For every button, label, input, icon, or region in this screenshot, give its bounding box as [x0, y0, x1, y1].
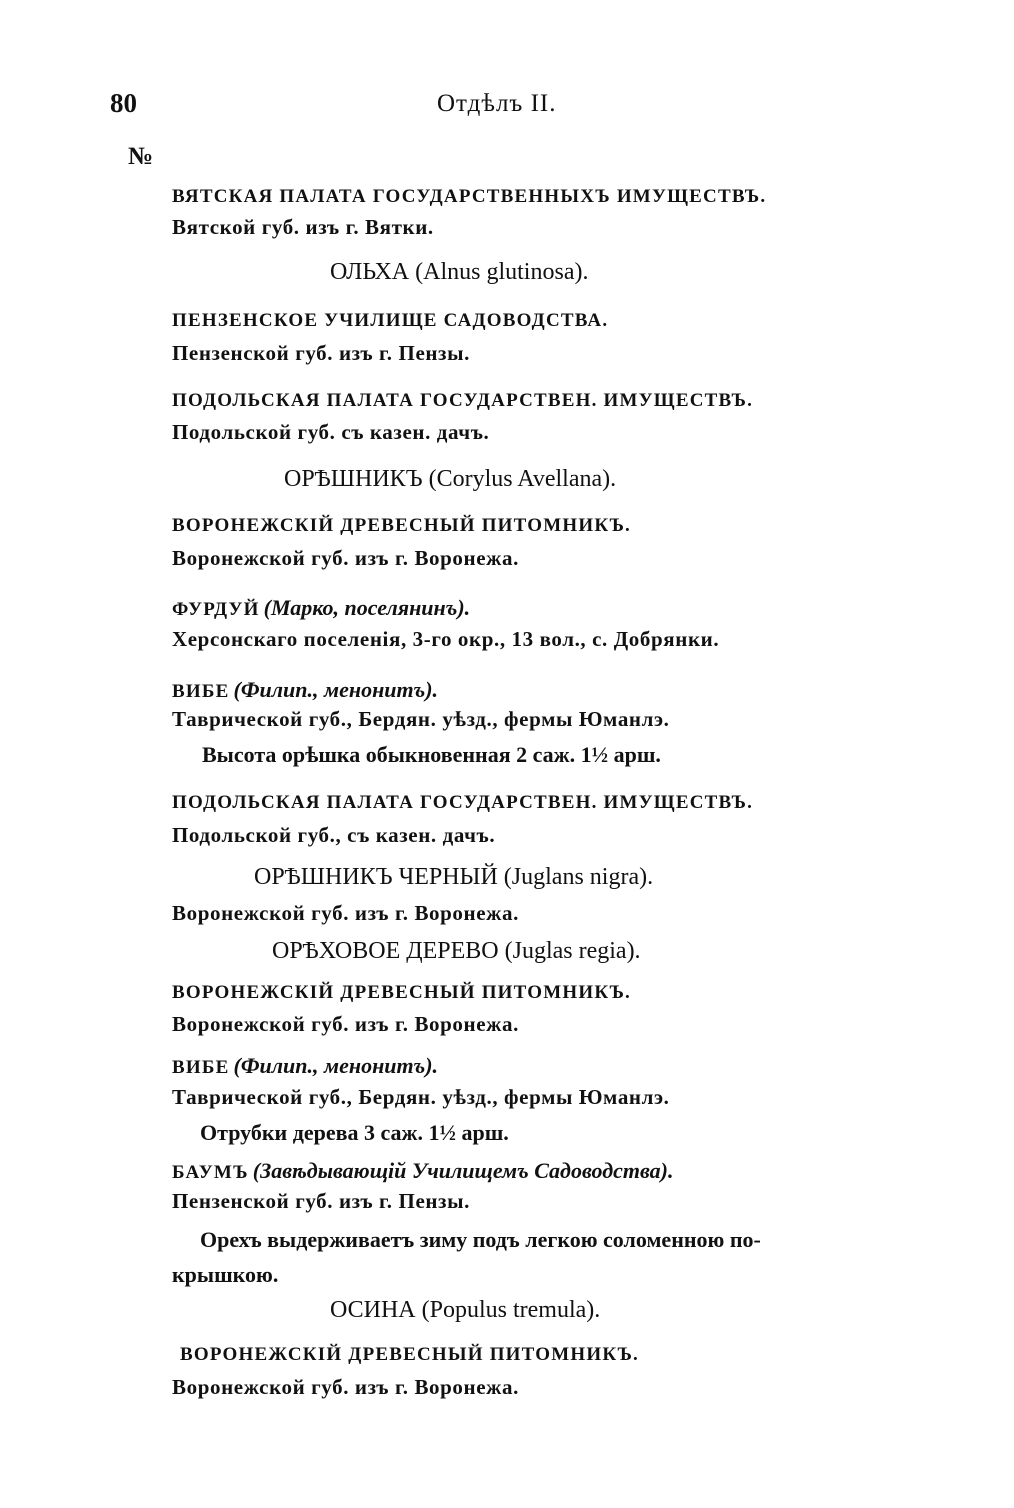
- institution-heading: ПЕНЗЕНСКОЕ УЧИЛИЩЕ САДОВОДСТВА.: [172, 310, 609, 331]
- location-line: Пензенской губ. изъ г. Пензы.: [172, 1189, 470, 1213]
- species-heading: ОРѢШНИКЪ (Corylus Avellana).: [284, 466, 617, 492]
- person-role: (Филип., менонитъ).: [233, 677, 439, 702]
- person-role: (Завѣдывающій Училищемъ Садоводства).: [252, 1158, 674, 1183]
- note-text: крышкою.: [172, 1262, 279, 1287]
- species-heading: ОРѢХОВОЕ ДЕРЕВО (Juglas regia).: [272, 938, 641, 964]
- location-line: Воронежской губ. изъ г. Воронежа.: [172, 1375, 519, 1399]
- page-number: 80: [110, 88, 137, 118]
- person-name: ВИБЕ: [172, 681, 230, 702]
- location-line: Таврической губ., Бердян. уѣзд., фермы Юманлэ.: [172, 707, 670, 731]
- person-name: ВИБЕ: [172, 1057, 230, 1078]
- location-line: Подольской губ., съ казен. дачъ.: [172, 823, 496, 847]
- location-line: Воронежской губ. изъ г. Воронежа.: [172, 901, 519, 925]
- species-heading: ОРѢШНИКЪ ЧЕРНЫЙ (Juglans nigra).: [254, 864, 654, 890]
- institution-heading: ВОРОНЕЖСКІЙ ДРЕВЕСНЫЙ ПИТОМНИКЪ.: [172, 515, 632, 536]
- location-line: Херсонскаго поселенія, 3-го окр., 13 вол., с. Добрянки.: [172, 627, 720, 651]
- person-name: ФУРДУЙ: [172, 599, 260, 620]
- institution-heading: ВОРОНЕЖСКІЙ ДРЕВЕСНЫЙ ПИТОМНИКЪ.: [172, 982, 632, 1003]
- running-head: Отдѣлъ II.: [437, 90, 557, 117]
- note-text: Орехъ выдерживаетъ зиму подъ легкою соломенною по-: [200, 1227, 761, 1252]
- location-line: Вятской губ. изъ г. Вятки.: [172, 215, 434, 239]
- person-entry: [172, 595, 470, 621]
- species-heading: ОСИНА (Populus tremula).: [330, 1297, 601, 1323]
- species-heading: ОЛЬХА (Alnus glutinosa).: [330, 259, 589, 285]
- location-line: Таврической губ., Бердян. уѣзд., фермы Юманлэ.: [172, 1085, 670, 1109]
- person-entry: [172, 1053, 438, 1079]
- institution-heading: ПОДОЛЬСКАЯ ПАЛАТА ГОСУДАРСТВЕН. ИМУЩЕСТВЪ.: [172, 390, 754, 411]
- location-line: Воронежской губ. изъ г. Воронежа.: [172, 546, 519, 570]
- institution-heading: ПОДОЛЬСКАЯ ПАЛАТА ГОСУДАРСТВЕН. ИМУЩЕСТВЪ.: [172, 792, 754, 813]
- note-text: Высота орѣшка обыкновенная 2 саж. 1½ арш.: [202, 742, 661, 767]
- person-role: (Филип., менонитъ).: [233, 1053, 439, 1078]
- person-role: (Марко, поселянинъ).: [263, 595, 471, 620]
- location-line: Подольской губ. съ казен. дачъ.: [172, 420, 490, 444]
- location-line: Пензенской губ. изъ г. Пензы.: [172, 341, 470, 365]
- institution-heading: ВОРОНЕЖСКІЙ ДРЕВЕСНЫЙ ПИТОМНИКЪ.: [180, 1344, 640, 1365]
- institution-heading: ВЯТСКАЯ ПАЛАТА ГОСУДАРСТВЕННЫХЪ ИМУЩЕСТВЪ.: [172, 186, 767, 207]
- person-entry: [172, 1158, 674, 1184]
- person-entry: [172, 677, 438, 703]
- location-line: Воронежской губ. изъ г. Воронежа.: [172, 1012, 519, 1036]
- number-sign: №: [128, 143, 154, 170]
- note-text: Отрубки дерева 3 саж. 1½ арш.: [200, 1120, 509, 1145]
- person-name: БАУМЪ: [172, 1162, 249, 1183]
